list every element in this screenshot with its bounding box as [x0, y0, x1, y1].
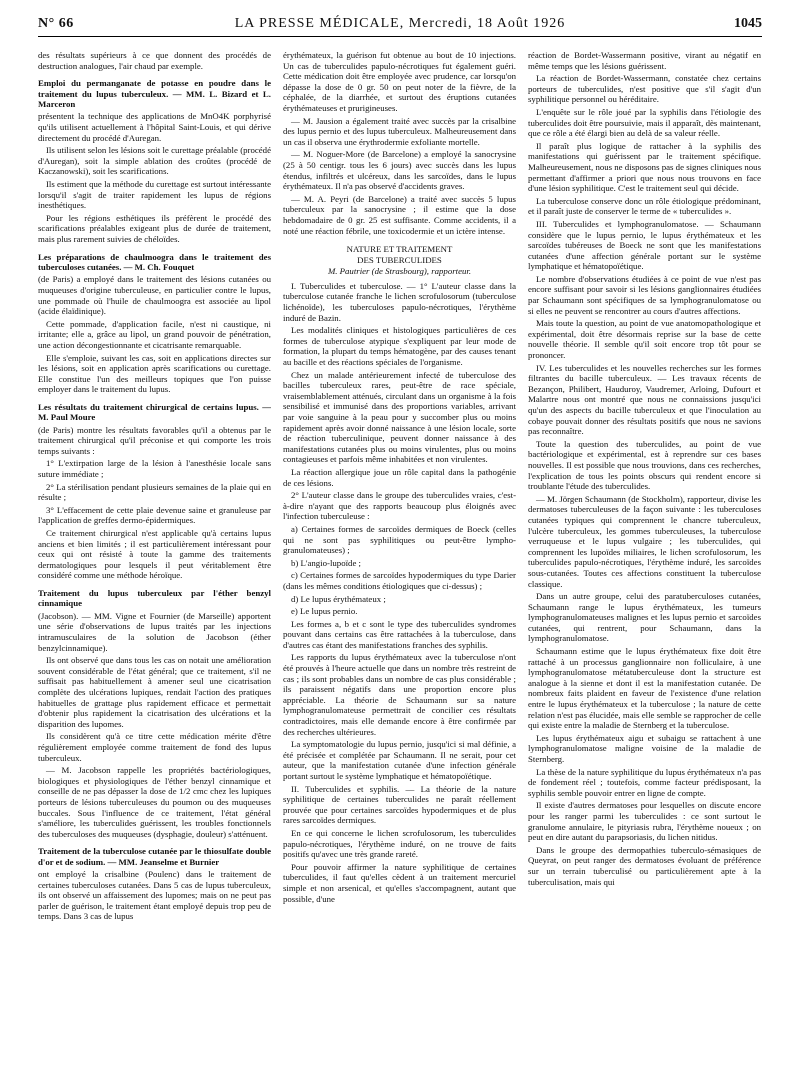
- list-item: 1° L'extirpation large de la lésion à l'anesthésie locale sans suture immédiate ;: [38, 458, 271, 480]
- paragraph: L'enquête sur le rôle joué par la syphilis dans l'étiologie des tuberculides doit être poursuivie, mais il apparaît, dès maintenant, que ce rôle a été élargi bien au delà de sa valeur réelle.: [528, 106, 761, 139]
- column-3: [528, 50, 761, 1078]
- paragraph: Dans un autre groupe, celui des paratuberculoses cutanées, Schaumann range le lupus érythémateux, les tumeurs lymphogranulomateuses malignes et les lupus pernio et sarcoïdes cutanées, qui rentrent, pour Schaumann, dans la lymphogranulomatose.: [528, 591, 761, 644]
- paragraph: Ce traitement chirurgical n'est applicable qu'à certains lupus anciens et bien limités ; il est particulièrement intéressant pour ceux qui ont résisté à toute la gamme des traitements dermatologiques pour lesquels il peut véritablement être considéré comme une méthode héroïque.: [38, 528, 271, 581]
- paragraph: réaction de Bordet-Wassermann positive, virant au négatif en même temps que les lésions guérissent.: [528, 50, 761, 71]
- paragraph: Chez un malade antérieurement infecté de tuberculose des bacilles tuberculeux rares, peut-être de race spéciale, vraisemblablement atténués, circulant dans un organisme à la fois sensibilisé et immunisé dans des proportions variables, arrivant par voie sanguine à la peau pour y succomber plus ou moins rapidement après avoir donné naissance à une lésion locale, sorte de réaction tuberculinique, peuvent donner naissance à des manifestations cutanées plus ou moins virulentes, plus ou moins contagieuses et parfois même inhabitées et non virulentes.: [283, 369, 516, 465]
- paragraph: (de Paris) montre les résultats favorables qu'il a obtenus par le traitement chirurgical qu'il préconise et qui comporte les trois temps suivants :: [38, 424, 271, 456]
- paragraph: Cette pommade, d'application facile, n'est ni caustique, ni irritante; elle a, grâce au lipol, un grand pouvoir de pénétration, une action décongestionnante et cicatrisante remarquable.: [38, 318, 271, 350]
- article-title: Les préparations de chaulmoogra dans le traitement des tuberculoses cutanées. — M. Ch. Fouquet: [38, 251, 271, 272]
- paragraph: Schaumann estime que le lupus érythémateux fixe doit être rattaché à un processus ganglionnaire non folliculaire, à une lymphogranulomatose métatuberculeuse dont la structure est analogue à la sienne et dont il est la manifestation cutanée. De nombreux faits plaident en faveur de l'existence d'une relation entre le lupus érythémateux et la tuberculose ; la nature de cette relation n'est pas élucidée, mais elle semble se rapprocher de celle qui existe entre la maladie de Sternberg et la tuberculose.: [528, 646, 761, 731]
- journal-title: LA PRESSE MÉDICALE, Mercredi, 18 Août 1926: [234, 16, 566, 31]
- paragraph: Il existe d'autres dermatoses pour lesquelles on discute encore pour les ranger parmi les tuberculides : ce sont surtout le granulome annulaire, le pityriasis rubra, l'érythème noueux ; on peut en dire autant du parapsoriasis, du lichen nitidus.: [528, 800, 761, 843]
- paragraph: ont employé la crisalbine (Poulenc) dans le traitement de certaines tuberculoses cutanées. Dans 5 cas de lupus tuberculeux, ils ont observé un affaissement des lupomes; mais on ne peut pas parler de guérison, le traitement étant employé depuis trop peu de temps. Dans 3 cas de lupus: [38, 869, 271, 922]
- section-title: DES TUBERCULIDES: [357, 254, 442, 265]
- paragraph: Il paraît plus logique de rattacher à la syphilis des manifestations qui guérissent par le traitement spécifique. Malheureusement, nous ne disposons pas de signes cliniques nous permettant d'affirmer a priori que nous nous trouvons en face d'une lésion syphilitique. C'est le traitement seul qui décide.: [528, 140, 761, 194]
- paragraph: Ils considèrent qu'à ce titre cette médication mérite d'être régulièrement employée comme traitement de fond des lupus tuberculeux.: [38, 731, 271, 763]
- paragraph: II. Tuberculides et syphilis. — La théorie de la nature syphilitique de certaines tuberculides ne paraît réellement prouvée que pour certaines sarcoïdes hypodermiques et de plus rares sarcoïdes dermiques.: [283, 783, 516, 826]
- paragraph: I. Tuberculides et tuberculose. — 1° L'auteur classe dans la tuberculose cutanée franche le lichen scrofulosorum (tuberculose lichénoïde), les tuberculoses papulo-nécrotiques, l'érythème induré de Bazin.: [283, 280, 516, 323]
- list-item: e) Le lupus pernio.: [291, 606, 358, 617]
- paragraph: Mais toute la question, au point de vue anatomopathologique et expérimental, doit être désormais reprise sur la base de cette nouvelle théorie. Il semble qu'il soit encore trop tôt pour se prononcer.: [528, 318, 761, 361]
- issue-number: N° 66: [38, 16, 74, 31]
- paragraph: La symptomatologie du lupus pernio, jusqu'ici si mal définie, a été précisée et complétée par Schaumann. Il ne serait, pour cet auteur, que la manifestation cutanée d'une infection générale portant surtout le système lymphatique et hématopoïétique.: [283, 739, 516, 781]
- column-2: [283, 50, 516, 1078]
- paragraph: Ils estiment que la méthode du curettage est surtout intéressante lorsqu'il s'agit de traiter rapidement les lupus de régions inesthétiques.: [38, 178, 271, 211]
- text-columns: [38, 50, 762, 1078]
- section-author: M. Pautrier (de Strasbourg), rapporteur.: [327, 266, 472, 277]
- section-title: NATURE ET TRAITEMENT: [346, 244, 453, 255]
- paragraph: La réaction de Bordet-Wassermann, constatée chez certains porteurs de tuberculides, n'est positive que s'il s'agit d'un syphilitique personnel ou héréditaire.: [528, 73, 761, 105]
- paragraph: Elle s'emploie, suivant les cas, soit en applications directes sur les lésions, soit en application après scarifications ou curettage. Elle constitue l'un des meilleurs topiques que l'on puisse employer dans le traitement du lupus.: [38, 352, 271, 395]
- paragraph: IV. Les tuberculides et les nouvelles recherches sur les formes filtrantes du bacille tuberculeux. — Les travaux récents de Bezançon, Philibert, Hauduroy, Vaudremer, Arloing, Dufourt et Malartre nous ont montré que nous ne connaissions jusqu'ici qu'un des aspects du bacille tuberculeux et que l'inoculation au cobaye pouvait donner des résultats positifs que nous ne savions pas reconnaître.: [528, 362, 761, 437]
- paragraph: Les modalités cliniques et histologiques particulières de ces formes de tuberculose atypique s'expliquent par leur mode de formation, la plupart du temps hématogène, par des causes tenant au bacille et des réactions spéciales de l'organisme.: [283, 325, 516, 368]
- paragraph: Pour les régions esthétiques ils préfèrent le procédé des scarifications préalables exigeant plus de durée de traitement, mais plus rarement suivies de chéloïdes.: [38, 212, 271, 244]
- paragraph: (Jacobson). — MM. Vigne et Fournier (de Marseille) apportent une série d'observations de lupus traités par les injections intramusculaires de la solution de Jacobson (éther benzylcinnamique).: [38, 610, 271, 653]
- paragraph: (de Paris) a employé dans le traitement des lésions cutanées ou muqueuses d'origine tuberculeuse, en particulier contre le lupus, une pommade où l'huile de chaulmoogra est associée au lipol (acide élaïdinique).: [38, 274, 271, 317]
- paragraph: Les formes a, b et c sont le type des tuberculides syndromes pouvant dans certains cas être rattachées à la tuberculose, dans d'autres cas étant des manifestations franches des syphilis.: [283, 618, 516, 650]
- paragraph: — M. Jörgen Schaumann (de Stockholm), rapporteur, divise les dermatoses tuberculeuses de la façon suivante : les tuberculoses cutanées typiques qui comprennent le chancre tuberculeux, l'ulcère tuberculeux, les gommes tuberculeuses, la tuberculose verruqueuse et le lupus vulgaire ; les tuberculides, qui comprennent les lupoïdes miliaires, le lichen scrofulosorum, les tuberculides papulo-nécrotiques, l'érythème induré, les sarcoïdes sous-cutanées. Toutes ces affections constituent la tuberculose classique.: [528, 493, 761, 589]
- list-item: b) L'angio-lupoïde ;: [291, 557, 361, 568]
- list-item: d) Le lupus érythémateux ;: [291, 593, 386, 604]
- paragraph: En ce qui concerne le lichen scrofulosorum, les tuberculides papulo-nécrotiques, l'érythème induré, on ne trouve de faits positifs qu'avec une très grande rareté.: [283, 827, 516, 860]
- paragraph: La réaction allergique joue un rôle capital dans la pathogénie de ces lésions.: [283, 466, 516, 488]
- paragraph: Ils ont observé que dans tous les cas on notait une amélioration souvent considérable de l'état général; que ce traitement, s'il ne suffisait pas habituellement à amener seul une cicatrisation complète des ulcérations lupiques, rendait l'action des pratiques habituelles de grattage plus rapidement efficace et permettait d'obtenir plus rapidement la cicatrisation des ulcérations et la disparition des lupomes.: [38, 655, 271, 729]
- paragraph: Les lupus érythémateux aigu et subaigu se rattachent à une lymphogranulomatose maligne voisine de la maladie de Sternberg.: [528, 732, 761, 764]
- paragraph: présentent la technique des applications de MnO4K porphyrisé qu'ils utilisent actuellement à l'hôpital Saint-Louis, et qui dérive directement du procédé d'Auregan.: [38, 111, 271, 143]
- paragraph: Dans le groupe des dermopathies tuberculo-sémasiques de Queyrat, on peut ranger des dermatoses évoluant de préférence sur un terrain tuberculisé ou particulièrement apte à la tuberculisation, mais qui: [528, 844, 761, 887]
- paragraph: des résultats supérieurs à ce que donnent des procédés de destruction analogues, l'air chaud par exemple.: [38, 50, 271, 71]
- paragraph: Les rapports du lupus érythémateux avec la tuberculose n'ont été prouvés à l'heure actuelle que dans un nombre très restreint de cas ; ils sont probables dans un nombre de cas plus considérable ; ils paraissent négatifs dans une proportion encore plus appréciable. La théorie de Schaumann sur sa nature lymphogranulomateuse permettrait de concilier ces résultats contradictoires, mais elle demande encore à être confirmée par des recherches ultérieures.: [283, 652, 516, 737]
- list-item: 2° La stérilisation pendant plusieurs semaines de la plaie qui en résulte ;: [38, 481, 271, 503]
- paragraph: érythémateux, la guérison fut obtenue au bout de 10 injections. Un cas de tuberculides papulo-nécrotiques fut également guéri. Cette médication doit être employée avec prudence, car lorsqu'on dépasse la dose de 0 gr. 50 on peut noter de la fièvre, de la céphalée, de la diarrhée, et surtout des éruptions cutanées érythémateuses et prurigineuses.: [283, 50, 516, 113]
- article-title: Les résultats du traitement chirurgical de certains lupus. — M. Paul Moure: [38, 401, 271, 423]
- list-item: c) Certaines formes de sarcoïdes hypodermiques du type Darier (dans les mêmes conditions étiologiques que ci-dessus) ;: [283, 570, 516, 591]
- paragraph: Ils utilisent selon les lésions soit le curettage préalable (procédé d'Auregan), soit la simple ablation des croûtes (procédé de Kaczanowski), soit les scarifications.: [38, 145, 271, 177]
- page-number: 1045: [734, 16, 762, 31]
- list-item: a) Certaines formes de sarcoïdes dermiques de Boeck (celles qui ne sont pas syphilitiques ou peut-être lympho-granulomateuses) ;: [283, 523, 516, 556]
- paragraph: Toute la question des tuberculides, au point de vue bactériologique et expérimental, est à reprendre sur ces bases nouvelles. Il est possible que nous trouvions, dans ces recherches, l'explication de tous les points obscurs qui rendent encore si troublante l'étude des tuberculides.: [528, 438, 761, 492]
- paragraph: Pour pouvoir affirmer la nature syphilitique de certaines tuberculides, il faut qu'elles cèdent à un traitement mercuriel simple et non arsenical, et qu'elles s'accompagnent, autant que possible, d'une: [283, 861, 516, 904]
- paragraph: III. Tuberculides et lymphogranulomatose. — Schaumann considère que le lupus pernio, le lupus érythémateux et les sarcoïdes tubéreuses de Boeck ne sont que les manifestations cutanées d'une affection générale portant sur le système lymphatique et hématopoïétique.: [528, 218, 761, 272]
- paragraph: — M. Noguer-More (de Barcelone) a employé la sanocrysine (25 à 50 centigr. tous les 6 jours) avec succès dans les lupus étendus, infiltrés et ulcéreux, dans les sarcoïdes, dans le lupus érythémateux. Il n'a pas observé d'accidents graves.: [283, 149, 516, 192]
- page-header: [38, 14, 762, 37]
- paragraph: La tuberculose conserve donc un rôle étiologique prédominant, et il paraît juste de conserver le terme de « tuberculides ».: [528, 195, 761, 217]
- paragraph: — M. Jausion a également traité avec succès par la crisalbine des lupus pernio et des lupus tuberculeux. Malheureusement dans un cas il observa une érythrodermie exfoliante mortelle.: [283, 115, 516, 147]
- article-title: Traitement de la tuberculose cutanée par le thiosulfate double d'or et de sodium. — MM. Jeanselme et Burnier: [38, 846, 271, 867]
- list-item: 3° L'effacement de cette plaie devenue saine et granuleuse par l'application de greffes dermo-épidermiques.: [38, 504, 271, 526]
- paragraph: — M. A. Peyri (de Barcelone) a traité avec succès 5 lupus tuberculeux par la sanocrysine ; il estime que la dose hebdomadaire de 0 gr. 25 est suffisante. Comme accidents, il a noté une réaction fébrile, une toxicodermie et un ictère intense.: [283, 193, 516, 236]
- paragraph: La thèse de la nature syphilitique du lupus érythémateux n'a pas de fondement réel ; toutefois, comme facteur prédisposant, la syphilis semble pouvoir entrer en ligne de compte.: [528, 766, 761, 798]
- paragraph: 2° L'auteur classe dans le groupe des tuberculides vraies, c'est-à-dire n'ayant que des rapports beaucoup plus éloignés avec l'infection tuberculeuse :: [283, 490, 516, 522]
- paragraph: — M. Jacobson rappelle les propriétés bactériologiques, biologiques et physiologiques de l'éther benzyl cinnamique et conseille de ne pas dépasser la dose de 1/2 cmc chez les lupiques porteurs de lésions tuberculeuses du poumon ou des muqueuses buccales. Sous l'influence de ce traitement, l'état général s'améliore, les tuberculides guérissent, les troubles fonctionnels des tuberculoses des muqueuses (dysphagie, douleur) s'atténuent.: [38, 765, 271, 839]
- article-title: Traitement du lupus tuberculeux par l'éther benzyl cinnamique: [38, 588, 271, 609]
- paragraph: Le nombre d'observations étudiées à ce point de vue n'est pas encore suffisant pour savoir si les lésions ganglionnaires étudiées par Schaumann sont spécifiques de sa lymphogranulomatose ou si elles ne peuvent se rencontrer au cours d'autres affections.: [528, 273, 761, 316]
- article-title: Emploi du permanganate de potasse en poudre dans le traitement du lupus tuberculeux. — MM. L. Bizard et L. Marceron: [38, 78, 271, 109]
- column-1: [38, 50, 271, 1078]
